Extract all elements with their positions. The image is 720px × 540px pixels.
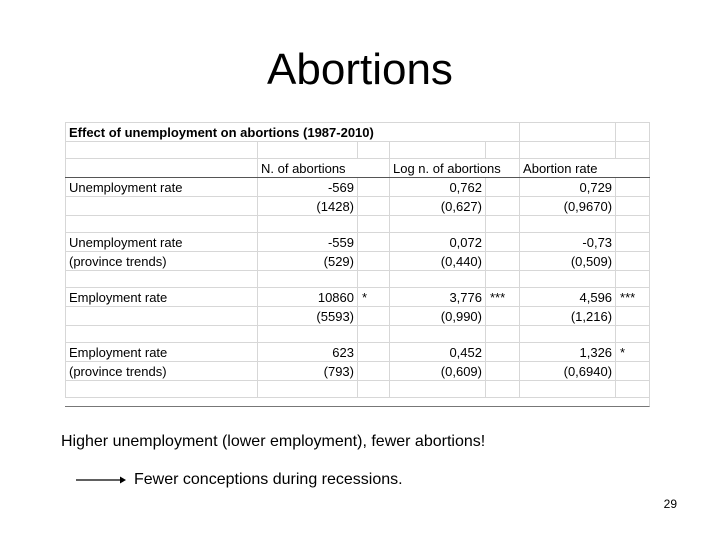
standard-error-value: (0,6940) — [520, 362, 616, 381]
empty-cell — [486, 271, 520, 288]
empty-cell — [358, 216, 390, 233]
empty-cell — [358, 362, 390, 381]
significance-stars: * — [616, 343, 650, 362]
empty-cell — [258, 326, 358, 343]
table-caption-row — [66, 123, 650, 142]
empty-cell — [486, 197, 520, 216]
empty-cell — [258, 381, 358, 398]
empty-cell — [390, 216, 486, 233]
coefficient-row — [66, 233, 650, 252]
standard-error-value: (0,627) — [390, 197, 486, 216]
standard-error-value: (0,509) — [520, 252, 616, 271]
standard-error-row — [66, 307, 650, 326]
empty-cell — [358, 197, 390, 216]
standard-error-value: (1,216) — [520, 307, 616, 326]
coefficient-value: 3,776 — [390, 288, 486, 307]
column-header: Log n. of abortions — [390, 159, 520, 178]
empty-cell — [66, 271, 258, 288]
empty-cell — [66, 381, 258, 398]
significance-stars: * — [358, 288, 390, 307]
empty-cell — [616, 307, 650, 326]
standard-error-value: (0,609) — [390, 362, 486, 381]
empty-cell — [390, 271, 486, 288]
row-label: Employment rate — [66, 288, 258, 307]
coefficient-value: 10860 — [258, 288, 358, 307]
regression-table — [65, 122, 650, 407]
empty-cell — [616, 271, 650, 288]
standard-error-value: (0,9670) — [520, 197, 616, 216]
empty-cell — [616, 197, 650, 216]
coefficient-value: 4,596 — [520, 288, 616, 307]
empty-cell — [358, 252, 390, 271]
coefficient-value: 0,072 — [390, 233, 486, 252]
empty-cell — [486, 326, 520, 343]
column-header: N. of abortions — [258, 159, 390, 178]
significance-stars — [616, 233, 650, 252]
empty-cell — [486, 362, 520, 381]
empty-cell — [358, 381, 390, 398]
coefficient-value: 1,326 — [520, 343, 616, 362]
coefficient-row — [66, 288, 650, 307]
empty-cell — [358, 271, 390, 288]
table-caption: Effect of unemployment on abortions (1987-2010) — [66, 123, 520, 142]
coefficient-row — [66, 178, 650, 197]
coefficient-row — [66, 343, 650, 362]
significance-stars: *** — [486, 288, 520, 307]
empty-cell — [520, 216, 616, 233]
row-label: Employment rate — [66, 343, 258, 362]
conclusion-text: Higher unemployment (lower employment), fewer abortions! — [61, 433, 486, 450]
significance-stars — [616, 178, 650, 197]
standard-error-row — [66, 252, 650, 271]
significance-stars — [358, 233, 390, 252]
row-sublabel: (province trends) — [66, 252, 258, 271]
empty-cell — [616, 216, 650, 233]
standard-error-row — [66, 362, 650, 381]
standard-error-value: (1428) — [258, 197, 358, 216]
empty-cell — [616, 362, 650, 381]
empty-cell — [66, 216, 258, 233]
significance-stars: *** — [616, 288, 650, 307]
empty-cell — [390, 326, 486, 343]
row-sublabel: (province trends) — [66, 362, 258, 381]
standard-error-value: (5593) — [258, 307, 358, 326]
significance-stars — [486, 343, 520, 362]
empty-cell — [616, 381, 650, 398]
empty-cell — [486, 216, 520, 233]
coefficient-value: -559 — [258, 233, 358, 252]
empty-cell — [520, 381, 616, 398]
implication-text: Fewer conceptions during recessions. — [134, 471, 403, 488]
empty-cell — [616, 326, 650, 343]
row-sublabel — [66, 307, 258, 326]
empty-cell — [486, 381, 520, 398]
standard-error-value: (0,990) — [390, 307, 486, 326]
empty-cell — [358, 326, 390, 343]
empty-cell — [520, 326, 616, 343]
standard-error-row — [66, 197, 650, 216]
empty-cell — [486, 307, 520, 326]
coefficient-value: 0,762 — [390, 178, 486, 197]
empty-cell — [66, 326, 258, 343]
coefficient-value: 623 — [258, 343, 358, 362]
coefficient-value: -569 — [258, 178, 358, 197]
row-label: Unemployment rate — [66, 233, 258, 252]
standard-error-value: (529) — [258, 252, 358, 271]
significance-stars — [358, 343, 390, 362]
empty-cell — [258, 271, 358, 288]
arrow-right-icon — [76, 475, 126, 485]
page-number: 29 — [663, 497, 677, 511]
row-label: Unemployment rate — [66, 178, 258, 197]
slide-title: Abortions — [267, 45, 453, 94]
empty-cell — [358, 307, 390, 326]
significance-stars — [486, 233, 520, 252]
empty-cell — [390, 381, 486, 398]
coefficient-value: -0,73 — [520, 233, 616, 252]
significance-stars — [358, 178, 390, 197]
coefficient-value: 0,729 — [520, 178, 616, 197]
column-header: Abortion rate — [520, 159, 650, 178]
coefficient-value: 0,452 — [390, 343, 486, 362]
empty-cell — [486, 252, 520, 271]
standard-error-value: (793) — [258, 362, 358, 381]
table-header-row — [66, 159, 650, 178]
empty-cell — [616, 252, 650, 271]
empty-cell — [258, 216, 358, 233]
empty-cell — [520, 271, 616, 288]
row-sublabel — [66, 197, 258, 216]
significance-stars — [486, 178, 520, 197]
standard-error-value: (0,440) — [390, 252, 486, 271]
